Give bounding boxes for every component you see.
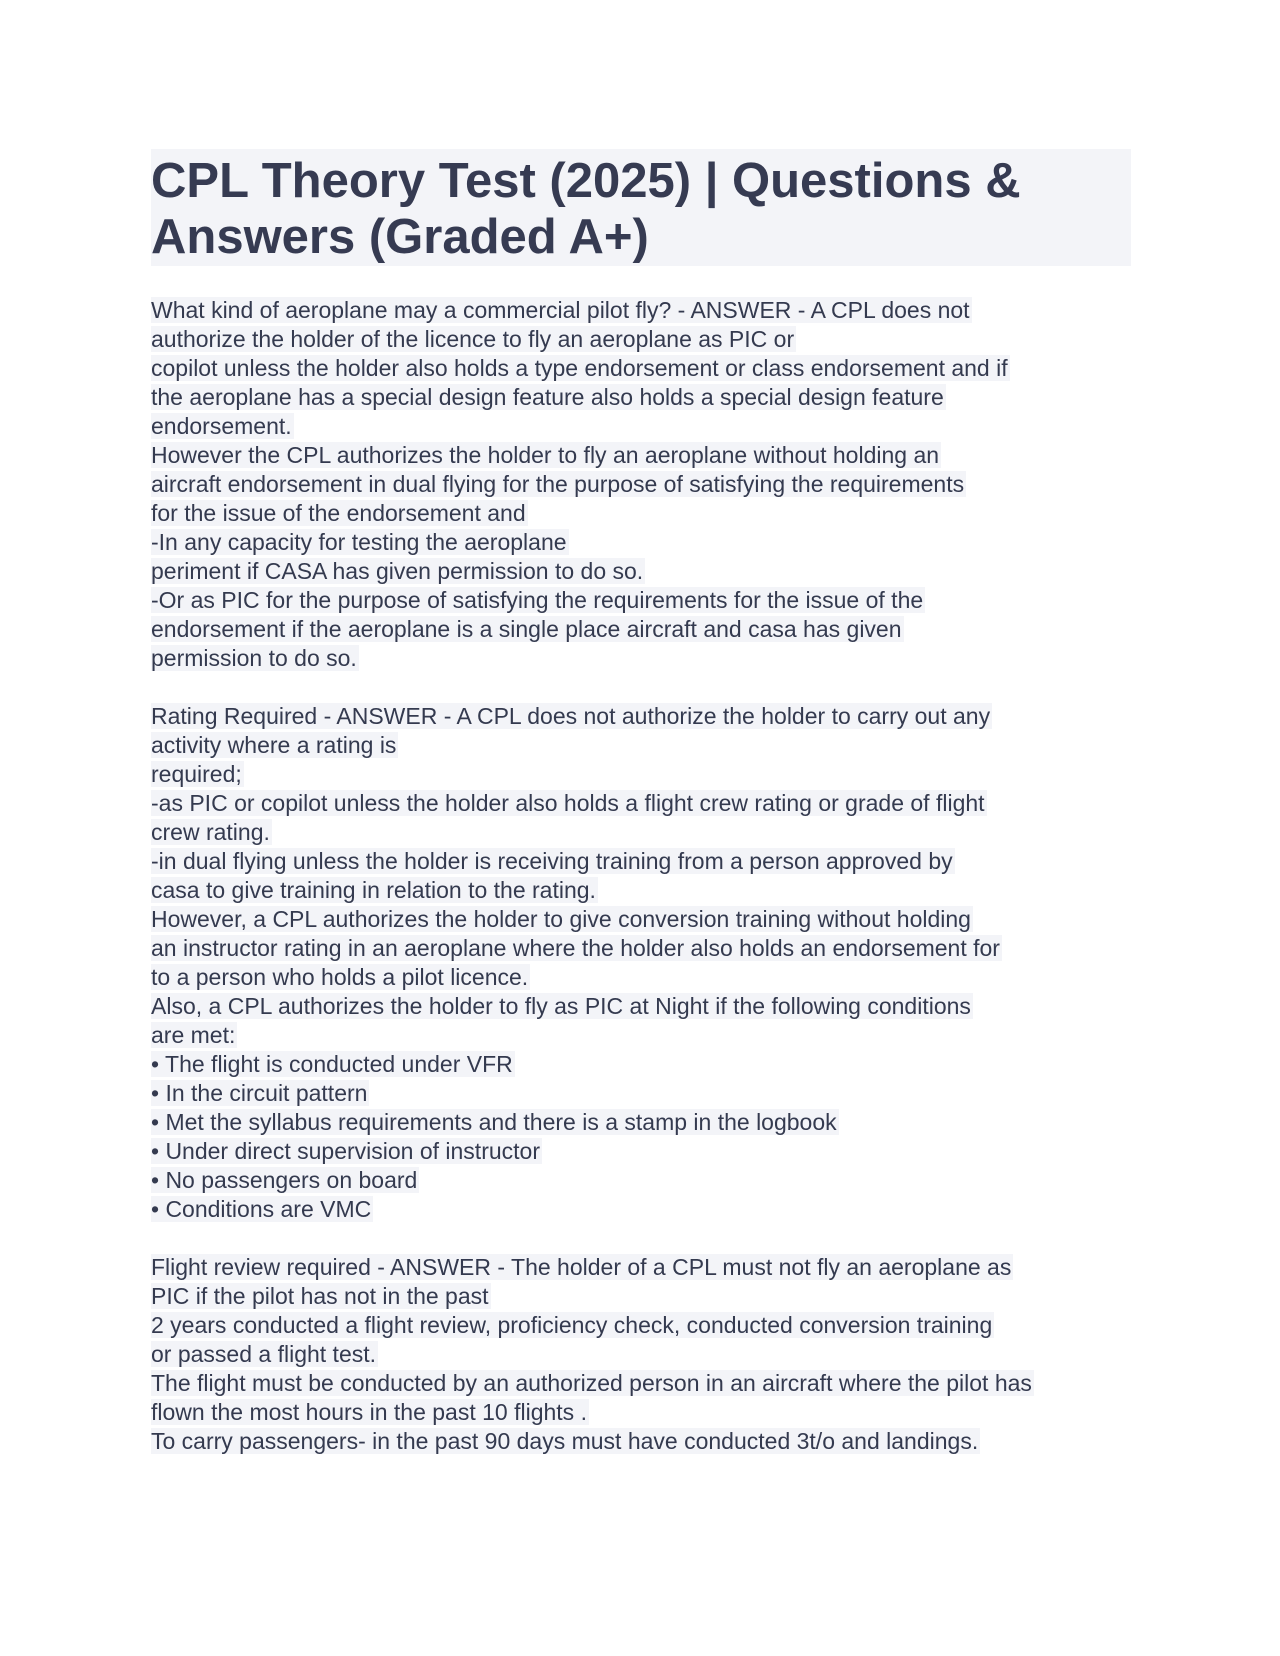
text-line-content: The flight must be conducted by an authorized person in an aircraft where the pilot has xyxy=(151,1370,1032,1396)
text-line-content: aircraft endorsement in dual flying for the purpose of satisfying the requirements xyxy=(151,471,965,497)
text-line xyxy=(151,1195,1131,1224)
text-line-content: copilot unless the holder also holds a type endorsement or class endorsement and if xyxy=(151,355,1008,381)
text-line xyxy=(151,499,1131,528)
text-line xyxy=(151,789,1131,818)
text-line xyxy=(151,1021,1131,1050)
text-line-content: • Conditions are VMC xyxy=(151,1196,372,1222)
text-line xyxy=(151,644,1131,673)
text-line xyxy=(151,1166,1131,1195)
text-line xyxy=(151,818,1131,847)
text-line-content: • The flight is conducted under VFR xyxy=(151,1051,513,1077)
text-line-content: What kind of aeroplane may a commercial pilot fly? - ANSWER - A CPL does not xyxy=(151,297,970,323)
text-line-content: endorsement. xyxy=(151,413,292,439)
text-line-content: activity where a rating is xyxy=(151,732,397,758)
text-line xyxy=(151,296,1131,325)
text-line xyxy=(151,354,1131,383)
text-line-content: • Met the syllabus requirements and there is a stamp in the logbook xyxy=(151,1109,837,1135)
text-line xyxy=(151,1427,1131,1456)
text-line xyxy=(151,557,1131,586)
text-line xyxy=(151,963,1131,992)
text-line xyxy=(151,1253,1131,1282)
text-line xyxy=(151,528,1131,557)
text-line-content: Also, a CPL authorizes the holder to fly as PIC at Night if the following conditions xyxy=(151,993,971,1019)
text-line-content: an instructor rating in an aeroplane where the holder also holds an endorsement for xyxy=(151,935,1000,961)
text-line xyxy=(151,992,1131,1021)
text-line xyxy=(151,702,1131,731)
text-line xyxy=(151,325,1131,354)
text-line xyxy=(151,1311,1131,1340)
text-line-content: flown the most hours in the past 10 flights . xyxy=(151,1399,587,1425)
text-line-content: for the issue of the endorsement and xyxy=(151,500,526,526)
text-line-content: to a person who holds a pilot licence. xyxy=(151,964,529,990)
text-line xyxy=(151,1137,1131,1166)
text-line xyxy=(151,412,1131,441)
title-line: Answers (Graded A+) xyxy=(151,210,649,264)
text-line-content: -Or as PIC for the purpose of satisfying the requirements for the issue of the xyxy=(151,587,924,613)
document-title xyxy=(151,149,1131,266)
text-line xyxy=(151,760,1131,789)
text-line-content: 2 years conducted a flight review, proficiency check, conducted conversion training xyxy=(151,1312,993,1338)
text-line-content: However, a CPL authorizes the holder to give conversion training without holding xyxy=(151,906,971,932)
text-line xyxy=(151,847,1131,876)
text-line-content: crew rating. xyxy=(151,819,270,845)
text-line xyxy=(151,615,1131,644)
text-line xyxy=(151,1340,1131,1369)
text-line-content: authorize the holder of the licence to fly an aeroplane as PIC or xyxy=(151,326,795,352)
text-line-content: Rating Required - ANSWER - A CPL does not authorize the holder to carry out any xyxy=(151,703,991,729)
text-line xyxy=(151,731,1131,760)
text-line-content: PIC if the pilot has not in the past xyxy=(151,1283,489,1309)
document-page xyxy=(151,149,1131,1456)
text-line-content: or passed a flight test. xyxy=(151,1341,377,1367)
text-line-content: casa to give training in relation to the rating. xyxy=(151,877,596,903)
title-line: CPL Theory Test (2025) | Questions & xyxy=(151,154,1021,208)
text-line xyxy=(151,470,1131,499)
text-line xyxy=(151,905,1131,934)
text-line-content: • Under direct supervision of instructor xyxy=(151,1138,540,1164)
text-line-content: permission to do so. xyxy=(151,645,357,671)
text-line-content: endorsement if the aeroplane is a single place aircraft and casa has given xyxy=(151,616,902,642)
text-line xyxy=(151,441,1131,470)
text-line-content: • No passengers on board xyxy=(151,1167,418,1193)
text-line-content: However the CPL authorizes the holder to fly an aeroplane without holding an xyxy=(151,442,940,468)
text-line-content: • In the circuit pattern xyxy=(151,1080,368,1106)
text-line-content: required; xyxy=(151,761,242,787)
text-line-content: are met: xyxy=(151,1022,236,1048)
text-line xyxy=(151,586,1131,615)
text-line xyxy=(151,1079,1131,1108)
text-line xyxy=(151,1050,1131,1079)
text-line xyxy=(151,1108,1131,1137)
text-line-content: the aeroplane has a special design feature also holds a special design feature xyxy=(151,384,944,410)
text-line xyxy=(151,934,1131,963)
text-line-content: -In any capacity for testing the aeroplane xyxy=(151,529,567,555)
text-line xyxy=(151,1282,1131,1311)
qa-section-flight-review xyxy=(151,1253,1131,1456)
qa-section-aeroplane-type xyxy=(151,296,1131,673)
text-line-content: To carry passengers- in the past 90 days must have conducted 3t/o and landings. xyxy=(151,1428,979,1454)
text-line-content: Flight review required - ANSWER - The holder of a CPL must not fly an aeroplane as xyxy=(151,1254,1012,1280)
text-line-content: periment if CASA has given permission to do so. xyxy=(151,558,644,584)
text-line xyxy=(151,1369,1131,1398)
qa-section-rating-required xyxy=(151,702,1131,1224)
text-line xyxy=(151,1398,1131,1427)
text-line-content: -in dual flying unless the holder is receiving training from a person approved by xyxy=(151,848,953,874)
text-line xyxy=(151,383,1131,412)
text-line xyxy=(151,876,1131,905)
text-line-content: -as PIC or copilot unless the holder also holds a flight crew rating or grade of flight xyxy=(151,790,985,816)
